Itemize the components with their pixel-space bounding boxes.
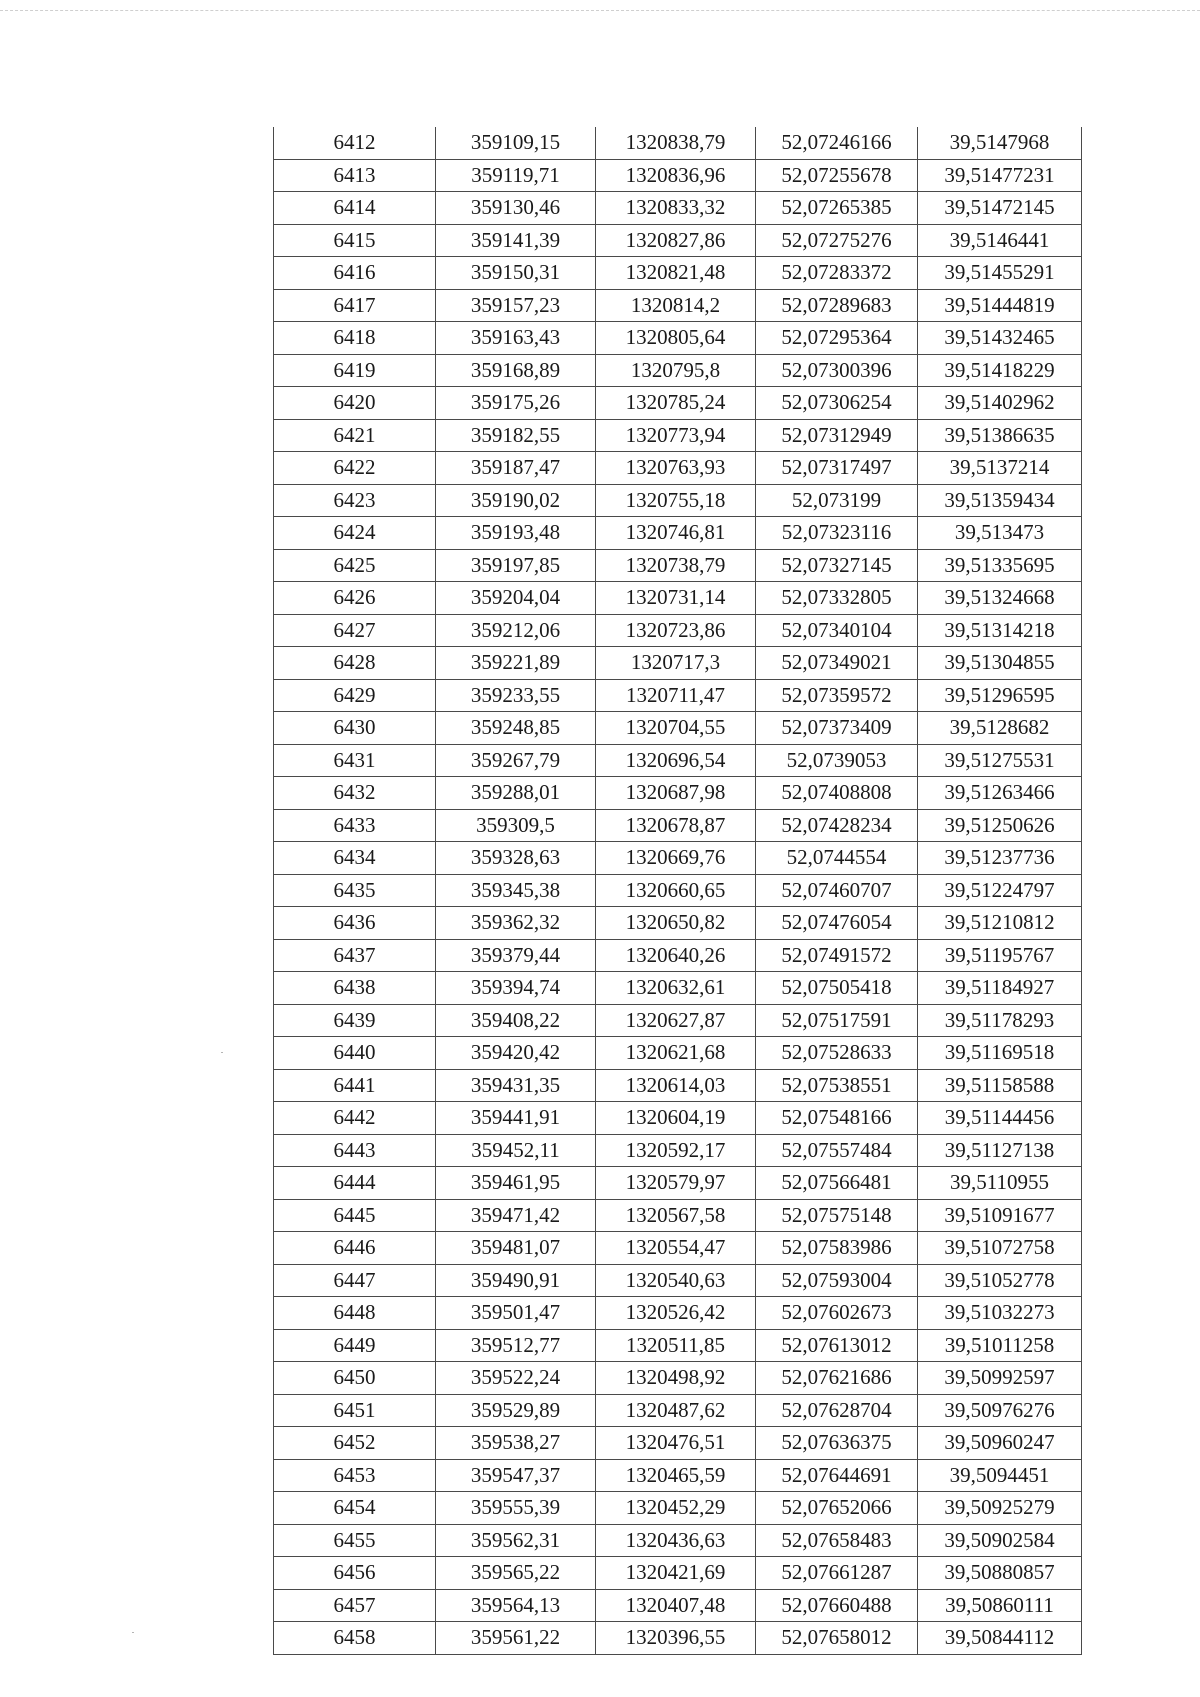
point-number-cell: 6415: [274, 224, 436, 257]
longitude-cell: 39,50992597: [918, 1362, 1082, 1395]
y-coordinate-cell: 1320678,87: [596, 809, 756, 842]
y-coordinate-cell: 1320621,68: [596, 1037, 756, 1070]
point-number-cell: 6457: [274, 1589, 436, 1622]
y-coordinate-cell: 1320833,32: [596, 192, 756, 225]
longitude-cell: 39,51314218: [918, 614, 1082, 647]
table-row: [274, 354, 1082, 387]
longitude-cell: 39,51195767: [918, 939, 1082, 972]
latitude-cell: 52,0739053: [756, 744, 918, 777]
x-coordinate-cell: 359441,91: [436, 1102, 596, 1135]
longitude-cell: 39,51072758: [918, 1232, 1082, 1265]
y-coordinate-cell: 1320805,64: [596, 322, 756, 355]
longitude-cell: 39,5094451: [918, 1459, 1082, 1492]
y-coordinate-cell: 1320650,82: [596, 907, 756, 940]
table-row: [274, 484, 1082, 517]
y-coordinate-cell: 1320396,55: [596, 1622, 756, 1655]
coordinates-table-body: [274, 127, 1082, 1654]
longitude-cell: 39,5137214: [918, 452, 1082, 485]
x-coordinate-cell: 359212,06: [436, 614, 596, 647]
point-number-cell: 6419: [274, 354, 436, 387]
y-coordinate-cell: 1320498,92: [596, 1362, 756, 1395]
longitude-cell: 39,51127138: [918, 1134, 1082, 1167]
latitude-cell: 52,07658483: [756, 1524, 918, 1557]
table-row: [274, 322, 1082, 355]
table-row: [274, 387, 1082, 420]
point-number-cell: 6420: [274, 387, 436, 420]
x-coordinate-cell: 359512,77: [436, 1329, 596, 1362]
latitude-cell: 52,07300396: [756, 354, 918, 387]
y-coordinate-cell: 1320814,2: [596, 289, 756, 322]
latitude-cell: 52,07583986: [756, 1232, 918, 1265]
table-row: [274, 1232, 1082, 1265]
point-number-cell: 6443: [274, 1134, 436, 1167]
x-coordinate-cell: 359562,31: [436, 1524, 596, 1557]
latitude-cell: 52,07317497: [756, 452, 918, 485]
x-coordinate-cell: 359197,85: [436, 549, 596, 582]
table-row: [274, 1167, 1082, 1200]
point-number-cell: 6435: [274, 874, 436, 907]
latitude-cell: 52,07593004: [756, 1264, 918, 1297]
latitude-cell: 52,07327145: [756, 549, 918, 582]
table-row: [274, 1459, 1082, 1492]
latitude-cell: 52,07460707: [756, 874, 918, 907]
x-coordinate-cell: 359345,38: [436, 874, 596, 907]
y-coordinate-cell: 1320421,69: [596, 1557, 756, 1590]
coordinates-table: [273, 127, 1082, 1655]
x-coordinate-cell: 359221,89: [436, 647, 596, 680]
longitude-cell: 39,51210812: [918, 907, 1082, 940]
longitude-cell: 39,51011258: [918, 1329, 1082, 1362]
point-number-cell: 6418: [274, 322, 436, 355]
point-number-cell: 6422: [274, 452, 436, 485]
point-number-cell: 6452: [274, 1427, 436, 1460]
x-coordinate-cell: 359187,47: [436, 452, 596, 485]
table-row: [274, 1394, 1082, 1427]
latitude-cell: 52,07613012: [756, 1329, 918, 1362]
point-number-cell: 6446: [274, 1232, 436, 1265]
latitude-cell: 52,07373409: [756, 712, 918, 745]
longitude-cell: 39,51472145: [918, 192, 1082, 225]
y-coordinate-cell: 1320407,48: [596, 1589, 756, 1622]
longitude-cell: 39,51144456: [918, 1102, 1082, 1135]
latitude-cell: 52,07538551: [756, 1069, 918, 1102]
table-row: [274, 1329, 1082, 1362]
point-number-cell: 6447: [274, 1264, 436, 1297]
table-row: [274, 874, 1082, 907]
table-row: [274, 582, 1082, 615]
table-row: [274, 1037, 1082, 1070]
latitude-cell: 52,07548166: [756, 1102, 918, 1135]
latitude-cell: 52,07628704: [756, 1394, 918, 1427]
longitude-cell: 39,51224797: [918, 874, 1082, 907]
point-number-cell: 6454: [274, 1492, 436, 1525]
x-coordinate-cell: 359408,22: [436, 1004, 596, 1037]
latitude-cell: 52,07359572: [756, 679, 918, 712]
x-coordinate-cell: 359119,71: [436, 159, 596, 192]
point-number-cell: 6448: [274, 1297, 436, 1330]
table-row: [274, 809, 1082, 842]
latitude-cell: 52,07644691: [756, 1459, 918, 1492]
longitude-cell: 39,50880857: [918, 1557, 1082, 1590]
latitude-cell: 52,07289683: [756, 289, 918, 322]
latitude-cell: 52,07658012: [756, 1622, 918, 1655]
latitude-cell: 52,073199: [756, 484, 918, 517]
latitude-cell: 52,07476054: [756, 907, 918, 940]
x-coordinate-cell: 359362,32: [436, 907, 596, 940]
y-coordinate-cell: 1320604,19: [596, 1102, 756, 1135]
longitude-cell: 39,51032273: [918, 1297, 1082, 1330]
latitude-cell: 52,07517591: [756, 1004, 918, 1037]
point-number-cell: 6433: [274, 809, 436, 842]
table-row: [274, 1102, 1082, 1135]
point-number-cell: 6432: [274, 777, 436, 810]
longitude-cell: 39,51335695: [918, 549, 1082, 582]
x-coordinate-cell: 359309,5: [436, 809, 596, 842]
latitude-cell: 52,07283372: [756, 257, 918, 290]
x-coordinate-cell: 359394,74: [436, 972, 596, 1005]
longitude-cell: 39,51432465: [918, 322, 1082, 355]
y-coordinate-cell: 1320632,61: [596, 972, 756, 1005]
latitude-cell: 52,07528633: [756, 1037, 918, 1070]
scan-speck: [221, 1052, 223, 1053]
table-row: [274, 1362, 1082, 1395]
table-row: [274, 1557, 1082, 1590]
point-number-cell: 6428: [274, 647, 436, 680]
latitude-cell: 52,07255678: [756, 159, 918, 192]
table-row: [274, 1427, 1082, 1460]
x-coordinate-cell: 359288,01: [436, 777, 596, 810]
latitude-cell: 52,07295364: [756, 322, 918, 355]
latitude-cell: 52,07505418: [756, 972, 918, 1005]
longitude-cell: 39,51263466: [918, 777, 1082, 810]
longitude-cell: 39,51386635: [918, 419, 1082, 452]
x-coordinate-cell: 359529,89: [436, 1394, 596, 1427]
latitude-cell: 52,07636375: [756, 1427, 918, 1460]
point-number-cell: 6429: [274, 679, 436, 712]
point-number-cell: 6455: [274, 1524, 436, 1557]
y-coordinate-cell: 1320540,63: [596, 1264, 756, 1297]
table-row: [274, 127, 1082, 159]
y-coordinate-cell: 1320476,51: [596, 1427, 756, 1460]
longitude-cell: 39,51444819: [918, 289, 1082, 322]
y-coordinate-cell: 1320592,17: [596, 1134, 756, 1167]
x-coordinate-cell: 359175,26: [436, 387, 596, 420]
longitude-cell: 39,51477231: [918, 159, 1082, 192]
x-coordinate-cell: 359564,13: [436, 1589, 596, 1622]
point-number-cell: 6430: [274, 712, 436, 745]
table-row: [274, 1004, 1082, 1037]
y-coordinate-cell: 1320660,65: [596, 874, 756, 907]
point-number-cell: 6423: [274, 484, 436, 517]
point-number-cell: 6453: [274, 1459, 436, 1492]
latitude-cell: 52,07660488: [756, 1589, 918, 1622]
longitude-cell: 39,5128682: [918, 712, 1082, 745]
point-number-cell: 6441: [274, 1069, 436, 1102]
table-row: [274, 1622, 1082, 1655]
x-coordinate-cell: 359204,04: [436, 582, 596, 615]
longitude-cell: 39,51052778: [918, 1264, 1082, 1297]
latitude-cell: 52,07246166: [756, 127, 918, 159]
point-number-cell: 6412: [274, 127, 436, 159]
latitude-cell: 52,07275276: [756, 224, 918, 257]
table-row: [274, 614, 1082, 647]
longitude-cell: 39,50844112: [918, 1622, 1082, 1655]
scan-edge-line: [0, 10, 1200, 11]
x-coordinate-cell: 359182,55: [436, 419, 596, 452]
latitude-cell: 52,07349021: [756, 647, 918, 680]
point-number-cell: 6449: [274, 1329, 436, 1362]
y-coordinate-cell: 1320579,97: [596, 1167, 756, 1200]
y-coordinate-cell: 1320717,3: [596, 647, 756, 680]
latitude-cell: 52,07323116: [756, 517, 918, 550]
point-number-cell: 6458: [274, 1622, 436, 1655]
longitude-cell: 39,51250626: [918, 809, 1082, 842]
longitude-cell: 39,50902584: [918, 1524, 1082, 1557]
point-number-cell: 6427: [274, 614, 436, 647]
scan-speck: [132, 1632, 134, 1633]
latitude-cell: 52,0744554: [756, 842, 918, 875]
x-coordinate-cell: 359190,02: [436, 484, 596, 517]
latitude-cell: 52,07566481: [756, 1167, 918, 1200]
point-number-cell: 6437: [274, 939, 436, 972]
point-number-cell: 6436: [274, 907, 436, 940]
y-coordinate-cell: 1320785,24: [596, 387, 756, 420]
longitude-cell: 39,5147968: [918, 127, 1082, 159]
x-coordinate-cell: 359150,31: [436, 257, 596, 290]
point-number-cell: 6431: [274, 744, 436, 777]
table-row: [274, 777, 1082, 810]
x-coordinate-cell: 359163,43: [436, 322, 596, 355]
x-coordinate-cell: 359420,42: [436, 1037, 596, 1070]
table-row: [274, 712, 1082, 745]
y-coordinate-cell: 1320567,58: [596, 1199, 756, 1232]
y-coordinate-cell: 1320511,85: [596, 1329, 756, 1362]
latitude-cell: 52,07575148: [756, 1199, 918, 1232]
x-coordinate-cell: 359157,23: [436, 289, 596, 322]
latitude-cell: 52,07661287: [756, 1557, 918, 1590]
y-coordinate-cell: 1320640,26: [596, 939, 756, 972]
latitude-cell: 52,07265385: [756, 192, 918, 225]
table-row: [274, 289, 1082, 322]
longitude-cell: 39,51169518: [918, 1037, 1082, 1070]
x-coordinate-cell: 359130,46: [436, 192, 596, 225]
longitude-cell: 39,51184927: [918, 972, 1082, 1005]
point-number-cell: 6417: [274, 289, 436, 322]
table-row: [274, 1524, 1082, 1557]
point-number-cell: 6444: [274, 1167, 436, 1200]
table-row: [274, 224, 1082, 257]
longitude-cell: 39,50860111: [918, 1589, 1082, 1622]
latitude-cell: 52,07652066: [756, 1492, 918, 1525]
y-coordinate-cell: 1320452,29: [596, 1492, 756, 1525]
y-coordinate-cell: 1320436,63: [596, 1524, 756, 1557]
y-coordinate-cell: 1320827,86: [596, 224, 756, 257]
latitude-cell: 52,07408808: [756, 777, 918, 810]
table-row: [274, 192, 1082, 225]
table-row: [274, 1199, 1082, 1232]
latitude-cell: 52,07340104: [756, 614, 918, 647]
longitude-cell: 39,513473: [918, 517, 1082, 550]
y-coordinate-cell: 1320795,8: [596, 354, 756, 387]
point-number-cell: 6434: [274, 842, 436, 875]
longitude-cell: 39,51091677: [918, 1199, 1082, 1232]
y-coordinate-cell: 1320526,42: [596, 1297, 756, 1330]
y-coordinate-cell: 1320627,87: [596, 1004, 756, 1037]
y-coordinate-cell: 1320755,18: [596, 484, 756, 517]
y-coordinate-cell: 1320487,62: [596, 1394, 756, 1427]
x-coordinate-cell: 359555,39: [436, 1492, 596, 1525]
x-coordinate-cell: 359547,37: [436, 1459, 596, 1492]
longitude-cell: 39,51158588: [918, 1069, 1082, 1102]
table-row: [274, 257, 1082, 290]
table-row: [274, 1297, 1082, 1330]
x-coordinate-cell: 359328,63: [436, 842, 596, 875]
y-coordinate-cell: 1320763,93: [596, 452, 756, 485]
table-row: [274, 744, 1082, 777]
point-number-cell: 6425: [274, 549, 436, 582]
latitude-cell: 52,07332805: [756, 582, 918, 615]
y-coordinate-cell: 1320554,47: [596, 1232, 756, 1265]
x-coordinate-cell: 359522,24: [436, 1362, 596, 1395]
x-coordinate-cell: 359379,44: [436, 939, 596, 972]
point-number-cell: 6414: [274, 192, 436, 225]
y-coordinate-cell: 1320465,59: [596, 1459, 756, 1492]
x-coordinate-cell: 359233,55: [436, 679, 596, 712]
y-coordinate-cell: 1320773,94: [596, 419, 756, 452]
table-row: [274, 1589, 1082, 1622]
longitude-cell: 39,51359434: [918, 484, 1082, 517]
x-coordinate-cell: 359267,79: [436, 744, 596, 777]
table-row: [274, 907, 1082, 940]
latitude-cell: 52,07557484: [756, 1134, 918, 1167]
y-coordinate-cell: 1320738,79: [596, 549, 756, 582]
table-row: [274, 452, 1082, 485]
point-number-cell: 6445: [274, 1199, 436, 1232]
table-row: [274, 159, 1082, 192]
table-row: [274, 647, 1082, 680]
point-number-cell: 6413: [274, 159, 436, 192]
table-row: [274, 1492, 1082, 1525]
latitude-cell: 52,07621686: [756, 1362, 918, 1395]
x-coordinate-cell: 359168,89: [436, 354, 596, 387]
y-coordinate-cell: 1320821,48: [596, 257, 756, 290]
table-row: [274, 419, 1082, 452]
point-number-cell: 6439: [274, 1004, 436, 1037]
latitude-cell: 52,07491572: [756, 939, 918, 972]
point-number-cell: 6451: [274, 1394, 436, 1427]
point-number-cell: 6416: [274, 257, 436, 290]
y-coordinate-cell: 1320696,54: [596, 744, 756, 777]
longitude-cell: 39,51324668: [918, 582, 1082, 615]
point-number-cell: 6438: [274, 972, 436, 1005]
table-row: [274, 842, 1082, 875]
x-coordinate-cell: 359561,22: [436, 1622, 596, 1655]
longitude-cell: 39,51304855: [918, 647, 1082, 680]
longitude-cell: 39,50960247: [918, 1427, 1082, 1460]
longitude-cell: 39,51237736: [918, 842, 1082, 875]
x-coordinate-cell: 359538,27: [436, 1427, 596, 1460]
longitude-cell: 39,51402962: [918, 387, 1082, 420]
table-row: [274, 1069, 1082, 1102]
x-coordinate-cell: 359490,91: [436, 1264, 596, 1297]
x-coordinate-cell: 359481,07: [436, 1232, 596, 1265]
latitude-cell: 52,07602673: [756, 1297, 918, 1330]
latitude-cell: 52,07312949: [756, 419, 918, 452]
x-coordinate-cell: 359431,35: [436, 1069, 596, 1102]
x-coordinate-cell: 359141,39: [436, 224, 596, 257]
y-coordinate-cell: 1320731,14: [596, 582, 756, 615]
table-row: [274, 1134, 1082, 1167]
point-number-cell: 6424: [274, 517, 436, 550]
y-coordinate-cell: 1320669,76: [596, 842, 756, 875]
y-coordinate-cell: 1320711,47: [596, 679, 756, 712]
x-coordinate-cell: 359452,11: [436, 1134, 596, 1167]
table-row: [274, 939, 1082, 972]
point-number-cell: 6450: [274, 1362, 436, 1395]
latitude-cell: 52,07428234: [756, 809, 918, 842]
table-row: [274, 549, 1082, 582]
x-coordinate-cell: 359565,22: [436, 1557, 596, 1590]
longitude-cell: 39,5110955: [918, 1167, 1082, 1200]
longitude-cell: 39,51455291: [918, 257, 1082, 290]
y-coordinate-cell: 1320836,96: [596, 159, 756, 192]
table-row: [274, 517, 1082, 550]
y-coordinate-cell: 1320723,86: [596, 614, 756, 647]
longitude-cell: 39,51275531: [918, 744, 1082, 777]
point-number-cell: 6456: [274, 1557, 436, 1590]
x-coordinate-cell: 359248,85: [436, 712, 596, 745]
table-row: [274, 1264, 1082, 1297]
x-coordinate-cell: 359501,47: [436, 1297, 596, 1330]
longitude-cell: 39,5146441: [918, 224, 1082, 257]
coordinates-table-container: [273, 127, 1081, 1655]
longitude-cell: 39,51296595: [918, 679, 1082, 712]
y-coordinate-cell: 1320704,55: [596, 712, 756, 745]
x-coordinate-cell: 359109,15: [436, 127, 596, 159]
y-coordinate-cell: 1320746,81: [596, 517, 756, 550]
point-number-cell: 6426: [274, 582, 436, 615]
table-row: [274, 972, 1082, 1005]
y-coordinate-cell: 1320687,98: [596, 777, 756, 810]
y-coordinate-cell: 1320838,79: [596, 127, 756, 159]
point-number-cell: 6440: [274, 1037, 436, 1070]
longitude-cell: 39,50925279: [918, 1492, 1082, 1525]
y-coordinate-cell: 1320614,03: [596, 1069, 756, 1102]
x-coordinate-cell: 359461,95: [436, 1167, 596, 1200]
x-coordinate-cell: 359471,42: [436, 1199, 596, 1232]
longitude-cell: 39,50976276: [918, 1394, 1082, 1427]
table-row: [274, 679, 1082, 712]
latitude-cell: 52,07306254: [756, 387, 918, 420]
longitude-cell: 39,51418229: [918, 354, 1082, 387]
longitude-cell: 39,51178293: [918, 1004, 1082, 1037]
x-coordinate-cell: 359193,48: [436, 517, 596, 550]
point-number-cell: 6442: [274, 1102, 436, 1135]
point-number-cell: 6421: [274, 419, 436, 452]
